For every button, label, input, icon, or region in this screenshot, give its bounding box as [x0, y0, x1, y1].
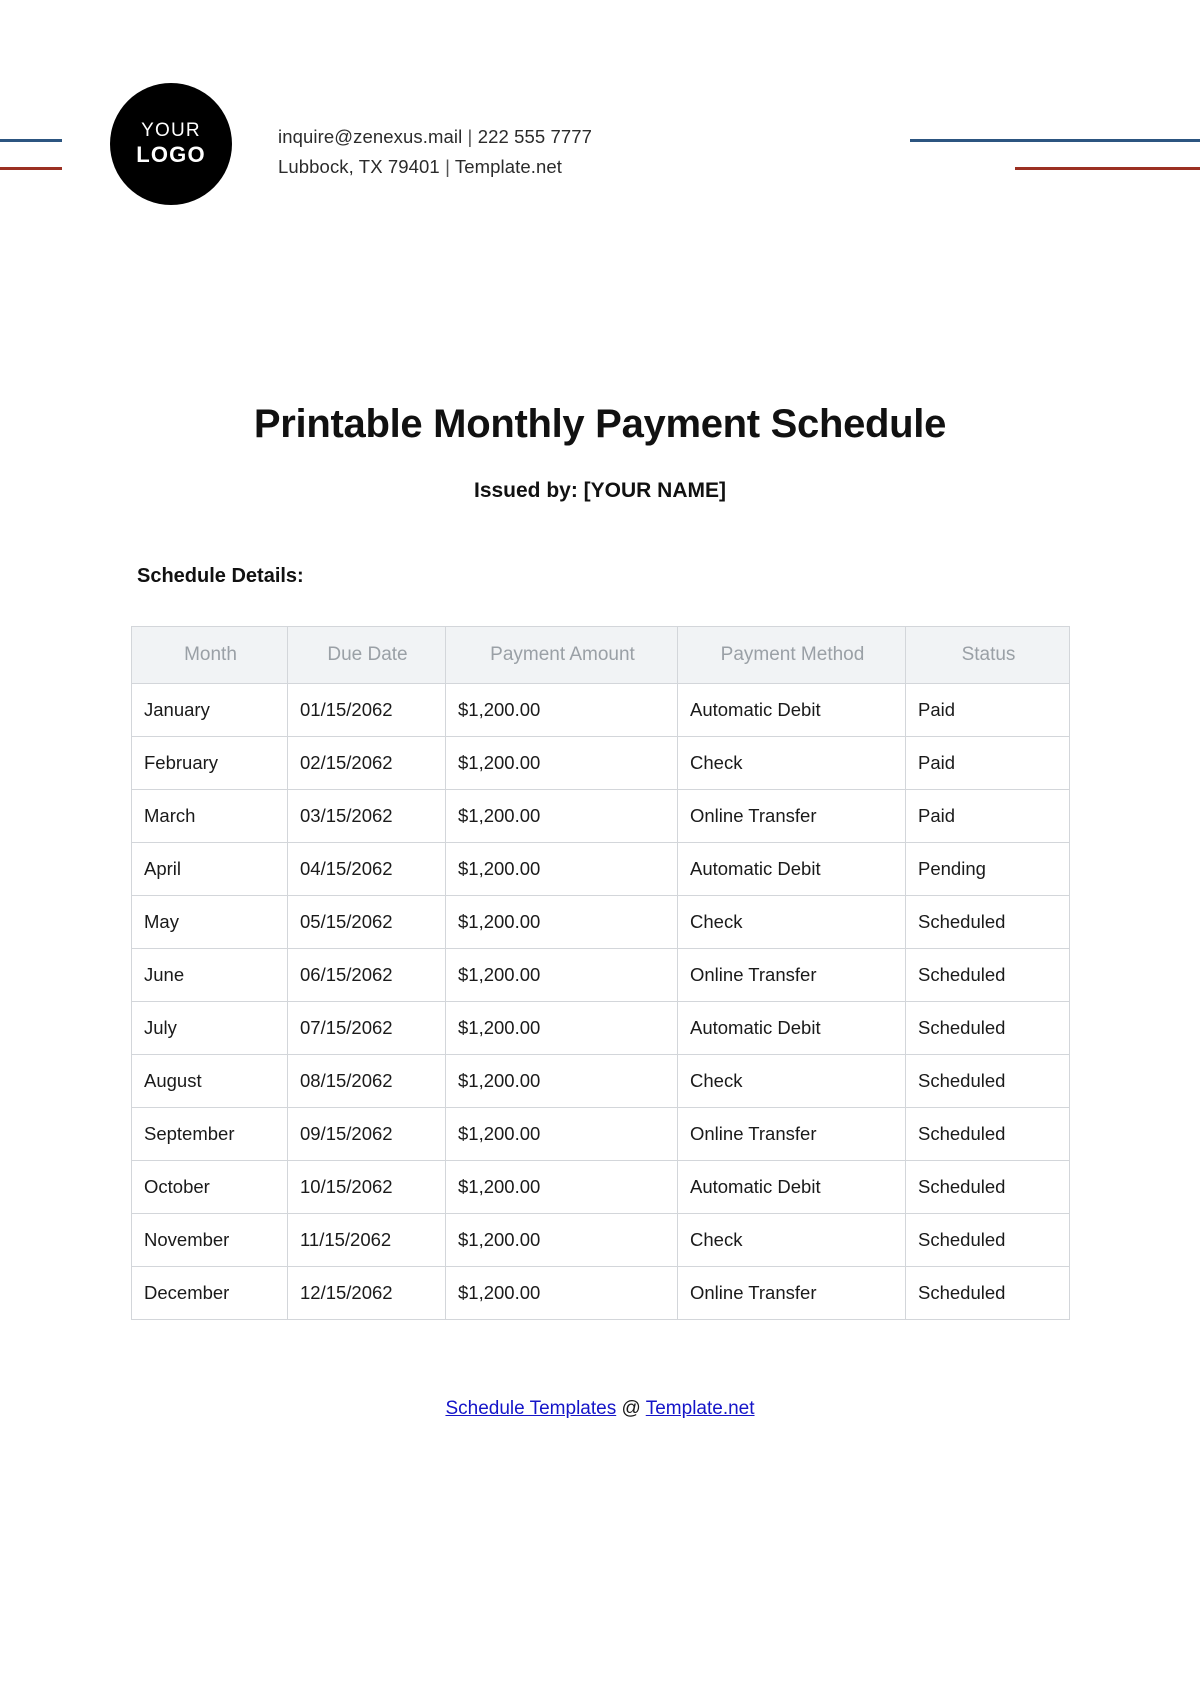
cell-due-date: 05/15/2062: [288, 896, 446, 949]
schedule-table-wrapper: [131, 626, 1069, 1320]
cell-status: Scheduled: [906, 1108, 1070, 1161]
schedule-table: [131, 626, 1070, 1320]
column-header-due-date: Due Date: [288, 627, 446, 684]
table-row: [132, 1161, 1070, 1214]
cell-status: Scheduled: [906, 1161, 1070, 1214]
cell-payment-method: Check: [678, 1214, 906, 1267]
cell-payment-method: Online Transfer: [678, 1267, 906, 1320]
cell-payment-method: Check: [678, 737, 906, 790]
footer: [0, 1398, 1200, 1420]
cell-status: Scheduled: [906, 896, 1070, 949]
cell-status: Scheduled: [906, 949, 1070, 1002]
column-header-payment-amount: Payment Amount: [446, 627, 678, 684]
contact-line-2: [278, 152, 592, 182]
cell-due-date: 02/15/2062: [288, 737, 446, 790]
contact-separator-2: |: [445, 155, 450, 177]
cell-status: Paid: [906, 684, 1070, 737]
cell-payment-amount: $1,200.00: [446, 1214, 678, 1267]
cell-due-date: 08/15/2062: [288, 1055, 446, 1108]
column-header-payment-method: Payment Method: [678, 627, 906, 684]
cell-due-date: 09/15/2062: [288, 1108, 446, 1161]
table-row: [132, 843, 1070, 896]
cell-month: April: [132, 843, 288, 896]
template-net-link[interactable]: Template.net: [645, 1398, 755, 1419]
table-row: [132, 737, 1070, 790]
cell-month: November: [132, 1214, 288, 1267]
footer-at-symbol: @: [621, 1398, 641, 1419]
contact-phone: 222 555 7777: [477, 126, 593, 147]
cell-month: July: [132, 1002, 288, 1055]
cell-payment-amount: $1,200.00: [446, 1055, 678, 1108]
cell-due-date: 10/15/2062: [288, 1161, 446, 1214]
cell-status: Scheduled: [906, 1267, 1070, 1320]
cell-payment-amount: $1,200.00: [446, 896, 678, 949]
cell-month: March: [132, 790, 288, 843]
cell-payment-method: Check: [678, 1055, 906, 1108]
cell-payment-method: Online Transfer: [678, 949, 906, 1002]
cell-payment-amount: $1,200.00: [446, 843, 678, 896]
table-body: [132, 684, 1070, 1320]
contact-website: Template.net: [454, 155, 563, 177]
table-row: [132, 790, 1070, 843]
cell-due-date: 11/15/2062: [288, 1214, 446, 1267]
table-row: [132, 684, 1070, 737]
cell-payment-method: Automatic Debit: [678, 684, 906, 737]
contact-separator-1: |: [467, 126, 473, 147]
cell-month: October: [132, 1161, 288, 1214]
cell-due-date: 03/15/2062: [288, 790, 446, 843]
cell-payment-amount: $1,200.00: [446, 684, 678, 737]
table-row: [132, 1267, 1070, 1320]
cell-payment-method: Online Transfer: [678, 790, 906, 843]
table-row: [132, 1002, 1070, 1055]
page-subtitle: Issued by: [YOUR NAME]: [473, 479, 727, 502]
cell-status: Scheduled: [906, 1002, 1070, 1055]
cell-payment-amount: $1,200.00: [446, 1161, 678, 1214]
cell-status: Paid: [906, 737, 1070, 790]
cell-payment-amount: $1,200.00: [446, 949, 678, 1002]
table-header: [132, 627, 1070, 684]
cell-payment-method: Automatic Debit: [678, 1002, 906, 1055]
table-row: [132, 1214, 1070, 1267]
contact-block: [278, 122, 592, 182]
header-rule-right-red: [1015, 167, 1200, 170]
cell-payment-method: Online Transfer: [678, 1108, 906, 1161]
cell-payment-amount: $1,200.00: [446, 1267, 678, 1320]
cell-payment-method: Automatic Debit: [678, 843, 906, 896]
document-header: [0, 0, 1200, 230]
header-rule-left-red: [0, 167, 62, 170]
page-title: Printable Monthly Payment Schedule: [253, 402, 947, 446]
logo-line-2: LOGO: [136, 142, 206, 168]
cell-payment-method: Check: [678, 896, 906, 949]
table-row: [132, 1108, 1070, 1161]
cell-month: December: [132, 1267, 288, 1320]
header-rule-left-blue: [0, 139, 62, 142]
logo-line-1: YOUR: [141, 119, 201, 141]
cell-month: August: [132, 1055, 288, 1108]
cell-payment-method: Automatic Debit: [678, 1161, 906, 1214]
table-row: [132, 896, 1070, 949]
cell-payment-amount: $1,200.00: [446, 1108, 678, 1161]
cell-status: Scheduled: [906, 1214, 1070, 1267]
header-rule-right-blue: [910, 139, 1200, 142]
cell-month: January: [132, 684, 288, 737]
cell-due-date: 07/15/2062: [288, 1002, 446, 1055]
column-header-month: Month: [132, 627, 288, 684]
cell-status: Pending: [906, 843, 1070, 896]
cell-due-date: 04/15/2062: [288, 843, 446, 896]
table-header-row: [132, 627, 1070, 684]
section-label: Schedule Details:: [137, 565, 304, 587]
table-row: [132, 949, 1070, 1002]
cell-status: Paid: [906, 790, 1070, 843]
cell-due-date: 01/15/2062: [288, 684, 446, 737]
contact-line-1: [278, 122, 592, 152]
cell-month: May: [132, 896, 288, 949]
column-header-status: Status: [906, 627, 1070, 684]
cell-due-date: 06/15/2062: [288, 949, 446, 1002]
schedule-templates-link[interactable]: Schedule Templates: [445, 1398, 617, 1419]
cell-payment-amount: $1,200.00: [446, 737, 678, 790]
cell-due-date: 12/15/2062: [288, 1267, 446, 1320]
cell-month: June: [132, 949, 288, 1002]
contact-email: inquire@zenexus.mail: [278, 126, 463, 147]
cell-payment-amount: $1,200.00: [446, 1002, 678, 1055]
cell-month: September: [132, 1108, 288, 1161]
cell-payment-amount: $1,200.00: [446, 790, 678, 843]
cell-status: Scheduled: [906, 1055, 1070, 1108]
table-row: [132, 1055, 1070, 1108]
logo: [110, 83, 232, 205]
cell-month: February: [132, 737, 288, 790]
contact-address: Lubbock, TX 79401: [278, 155, 440, 177]
